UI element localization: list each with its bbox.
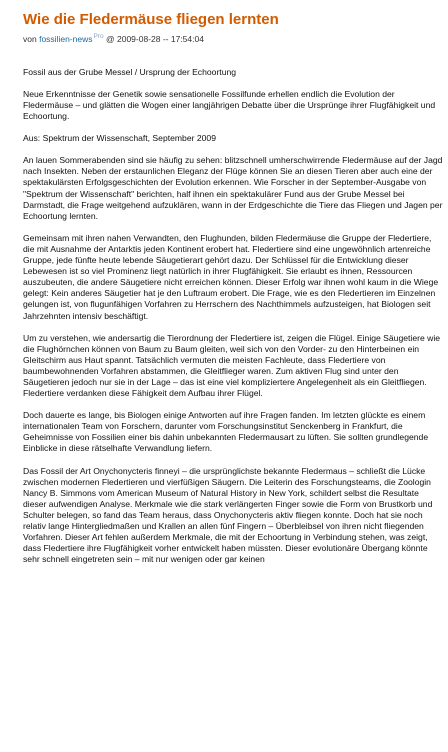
body-paragraph: Das Fossil der Art Onychonycteris finneyi – die ursprünglichste bekannte Fledermaus – schließt die Lücke zwischen modernen Fledertieren und vierfüßigen Säugern. Die Leiterin des Forschungsteams, die Zoologin Nancy B. Simmons vom American Museum of Natural History in New York, schildert selbst die Resultate dieser aufwendigen Analyse. Merkmale wie die stark verlängerten Finger sowie die Form von Brustkorb und Schulter belegen, so fand das Team heraus, dass Onychonycteris aktiv fliegen konnte. Doch hat sie noch relativ lange Hintergliedmaßen und Krallen an allen fünf Fingern – Überbleibsel von ihren nicht fliegenden Vorfahren. Dieser Art fehlen außerdem Merkmale, die mit der Echoortung in Verbindung stehen, was zeigt, dass Fledertiere ihre Flugfähigkeit vorher entwickelt haben müssten. Dieser evolutionäre Übergang könnte sehr schnell eingetreten sein – mit nur wenigen oder gar keinen: [23, 465, 433, 565]
source-paragraph: Aus: Spektrum der Wissenschaft, September 2009: [23, 133, 216, 144]
byline-prefix: von: [23, 33, 37, 44]
author-link[interactable]: fossilien-news: [39, 33, 93, 44]
body-paragraph: Um zu verstehen, wie andersartig die Tierordnung der Fledertiere ist, zeigen die Flügel. Einige Säugetiere wie die Flughörnchen können von Baum zu Baum gleiten, weil sich von den Vorder- zu den Hinterbeinen ein Gleitschirm aus Haut spannt. Tatsächlich vermuten die meisten Fachleute, dass Fledertiere von baumbewohnenden Vorfahren abstammen, die Gleitflieger waren. Zum aktiven Flug sind unter den Säugetieren jedoch nur sie in der Lage – das ist eine viel kompliziertere Angelegenheit als ein Gleitfliegen. Fledertiere verdanken diese Fähigkeit dem Aufbau ihrer Flügel.: [23, 332, 441, 399]
lead-paragraph: Neue Erkenntnisse der Genetik sowie sensationelle Fossilfunde erhellen endlich die Evolution der Fledermäuse – und glätten die Wogen einer langjährigen Debatte über die Ursprünge ihrer Flugfähigkeit und Echoortung.: [23, 88, 436, 122]
body-paragraph: Gemeinsam mit ihren nahen Verwandten, den Flughunden, bilden Fledermäuse die Gruppe der Fledertiere, die mit Ausnahme der Antarktis jeden Kontinent erobert hat. Fledertiere sind eine ungewöhnlich artenreiche Gruppe, jede fünfte heute lebende Säugetierart gehört dazu. Der Schlüssel für die Entwicklung dieser Lebewesen ist so viel Prominenz liegt natürlich in ihrer Flugfähigkeit. Sie erlaubt es ihnen, Ressourcen auszubeuten, die andere Säugetiere nicht erreichen können. Dieser Erfolg war ihnen wohl kaum in die Wiege gelegt: Kein anderes Säugetier hat je den Luftraum erobert. Die Frage, wie es den Fledertieren im Einzelnen gelungen ist, von flugunfähigen Vorfahren zu Herrschern des Nachthimmels aufzusteigen, hat Biologen seit Jahrzehnten intensiv beschäftigt.: [23, 232, 439, 321]
post-title[interactable]: Wie die Fledermäuse fliegen lernten: [23, 11, 279, 28]
pro-badge: Pro: [93, 33, 104, 40]
subtitle-paragraph: Fossil aus der Grube Messel / Ursprung der Echoortung: [23, 66, 237, 77]
body-paragraph: An lauen Sommerabenden sind sie häufig zu sehen: blitzschnell umherschwirrende Fledermäuse auf der Jagd nach Insekten. Neben der erstaunlichen Eleganz der Flüge können Sie an diesen Tieren aber auch eine der spektakulärsten Erfolgsgeschichten der Evolution erkennen. Wie Forscher in der September-Ausgabe von "Spektrum der Wissenschaft" berichten, half ihnen ein spektakulärer Fund aus der Grube Messel bei Darmstadt, die Frage weitgehend aufzuklären, wann in der Erdgeschichte die Tiere das Fliegen und Jagen per Echoortung lernten.: [23, 155, 443, 221]
post-byline: [23, 31, 443, 45]
byline-separator: @: [105, 33, 115, 44]
post-content: [23, 67, 443, 566]
body-paragraph: Doch dauerte es lange, bis Biologen einige Antworten auf ihre Fragen fanden. Im letzten glückte es einem internationalen Team von Forschern, darunter vom Forschungsinstitut Senckenberg in Frankfurt, die Geheimnisse von Fossilien einer bis dahin unbekannten Fledermausart zu lüften. Sie sollten grundlegende Einblicke in diese rätselhafte Verwandlung liefern.: [23, 410, 429, 454]
post-datetime: 2009-08-28 -- 17:54:04: [117, 33, 204, 44]
